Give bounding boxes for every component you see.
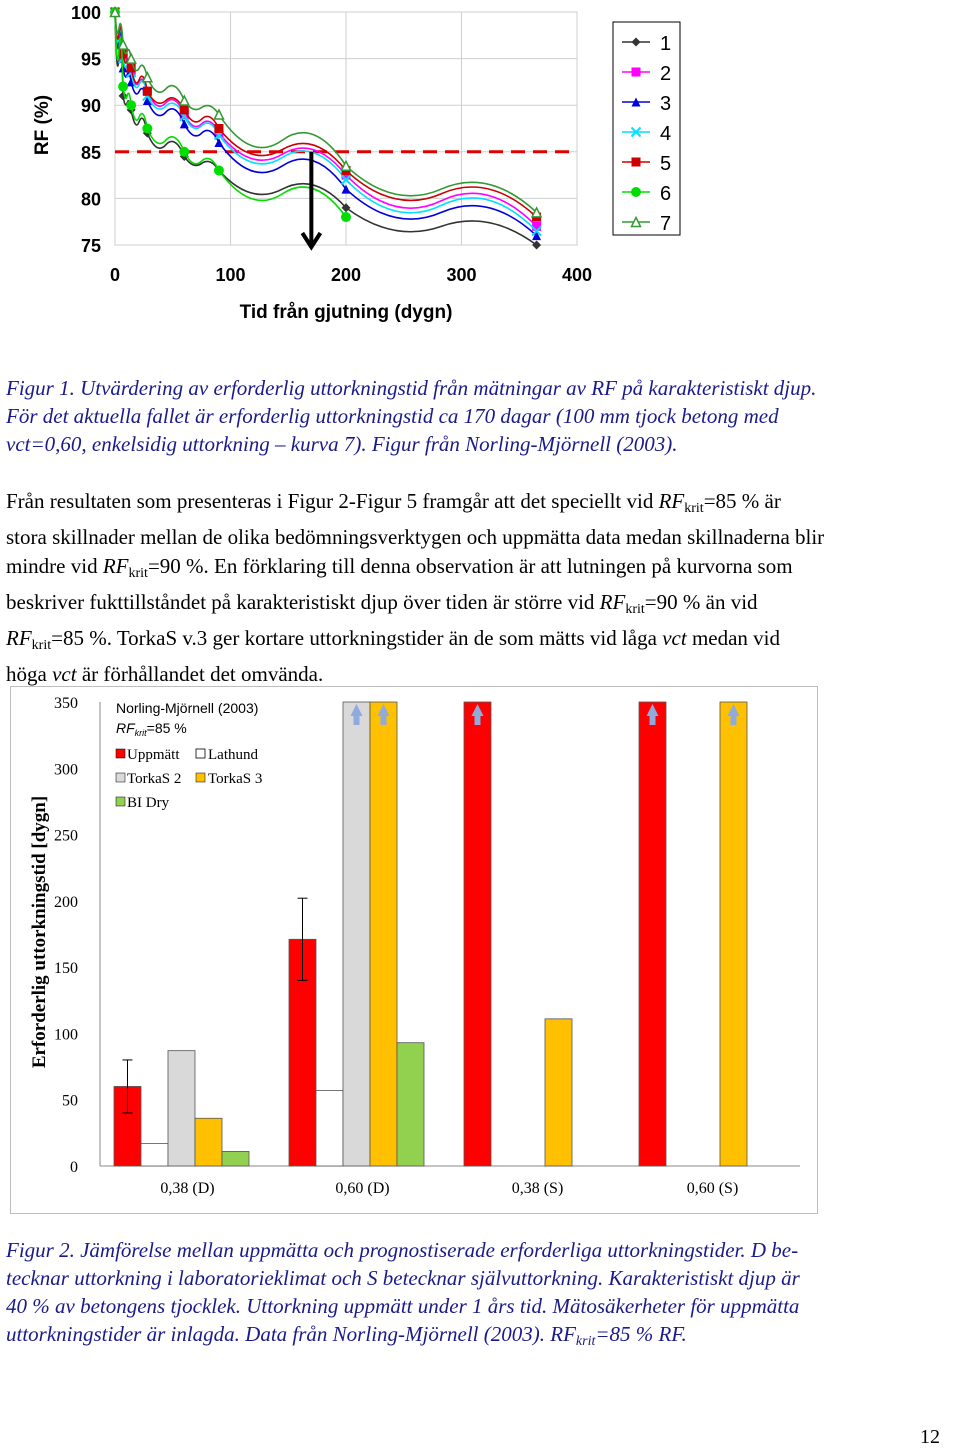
fig2-bar-bi-dry <box>222 1151 249 1166</box>
paragraph-line-4: beskriver fukttillståndet på karakteristiskt djup över tiden är större vid $RF_{krit}=90$ % än vid <box>6 589 758 617</box>
page-number: 12 <box>920 1426 940 1448</box>
fig2-y-ticks <box>54 695 78 1176</box>
fig1-legend-label: 2 <box>660 63 672 85</box>
fig1-x-tick-label: 0 <box>109 265 121 285</box>
fig2-x-tick-label: 0,60 (S) <box>686 1180 739 1197</box>
fig2-y-tick-label: 250 <box>54 827 78 845</box>
fig1-point <box>214 124 223 133</box>
fig1-x-axis-label: Tid från gjutning (dygn) <box>239 302 453 323</box>
fig1-legend-label: 3 <box>660 93 672 115</box>
fig2-overflow-arrow-stem <box>650 715 656 725</box>
legend-torkas3: TorkaS 3 <box>208 771 263 787</box>
fig1-point <box>142 124 152 134</box>
legend-torkas2: TorkaS 2 <box>127 771 182 787</box>
paragraph-line-3: mindre vid $RF_{krit}=90$ %. En förklaring till denna observation är att lutningen på kurvorna som <box>6 553 793 581</box>
fig2-y-tick-label: 100 <box>54 1026 78 1044</box>
fig1-point <box>126 100 136 110</box>
fig2-bar-lathund <box>316 1090 343 1166</box>
fig2-y-tick-label: 0 <box>70 1159 78 1176</box>
fig2-bar-torkas-3 <box>720 702 747 1166</box>
fig2-bar-uppmätt <box>464 702 491 1166</box>
fig2-legend <box>116 747 262 811</box>
figure-2-chart <box>0 680 960 1220</box>
paragraph-line-2: stora skillnader mellan de olika bedömningsverktygen och uppmätta data medan skillnaderna blir <box>6 525 825 550</box>
fig2-title-line-1: Norling-Mjörnell (2003) <box>116 700 259 716</box>
fig2-y-tick-label: 50 <box>62 1092 78 1110</box>
fig2-bar-lathund <box>141 1143 168 1166</box>
fig2-y-tick-label: 200 <box>54 893 78 911</box>
fig1-x-tick-label: 300 <box>446 265 477 285</box>
paragraph-line-5: $RF_{krit}=85$ %. TorkaS v.3 ger kortare uttorkningstider än de som mätts vid låga vct medan vid <box>6 626 780 654</box>
figure-1-caption <box>6 374 956 458</box>
fig2-bar-torkas-3 <box>370 702 397 1166</box>
fig1-y-tick-label: 100 <box>70 3 101 23</box>
fig1-legend-label: 1 <box>660 33 672 55</box>
fig1-x-tick-label: 100 <box>215 265 246 285</box>
fig1-point <box>631 187 641 197</box>
fig1-y-tick-label: 85 <box>80 142 101 163</box>
fig1-point <box>180 105 189 114</box>
fig1-y-tick-label: 95 <box>80 49 101 70</box>
fig2-caption-line-4: uttorkningstider är inlagda. Data från Norling-Mjörnell (2003). $RF_{krit}=85$ % RF. <box>6 1322 687 1349</box>
fig1-point <box>341 212 351 222</box>
fig1-y-tick-label: 75 <box>80 236 101 256</box>
fig1-caption-line-1: Figur 1. Utvärdering av erforderlig uttorkningstid från mätningar av RF på karakteristiskt djup. <box>6 376 817 400</box>
fig2-overflow-arrow-stem <box>381 715 387 725</box>
fig1-point <box>214 165 224 175</box>
fig1-x-tick-label: 200 <box>330 265 362 285</box>
fig1-x-tick-label: 400 <box>561 265 593 285</box>
fig2-title-line-2: $RF_{krit}=85$ % <box>116 720 187 738</box>
fig2-bar-torkas-2 <box>343 702 370 1166</box>
fig2-x-tick-label: 0,60 (D) <box>335 1180 390 1197</box>
fig2-x-tick-label: 0,38 (S) <box>511 1180 564 1197</box>
fig2-bar-torkas-2 <box>168 1051 195 1166</box>
fig2-bar-torkas-3 <box>545 1019 572 1166</box>
paragraph-line-6: höga vct är förhållandet det omvända. <box>6 662 324 687</box>
fig1-point <box>143 87 152 96</box>
legend-bidry: BI Dry <box>127 795 170 811</box>
body-paragraph <box>6 487 956 689</box>
fig1-caption-line-2: För det aktuella fallet är erforderlig uttorkningstid ca 170 dagar (100 mm tjock betong med <box>6 404 779 428</box>
fig1-legend-label: 7 <box>660 213 672 235</box>
fig2-overflow-arrow-stem <box>475 715 481 725</box>
legend-uppmatt: Uppmätt <box>127 747 180 763</box>
paragraph-line-1: Från resultaten som presenteras i Figur 2-Figur 5 framgår att det speciellt vid $RF_{krit}=85$ % är <box>6 489 781 516</box>
fig2-x-ticks <box>160 1180 738 1197</box>
figure-1-chart <box>0 0 960 340</box>
fig2-caption-line-1: Figur 2. Jämförelse mellan uppmätta och prognostiserade erforderliga uttorkningstider. D be- <box>6 1238 799 1262</box>
fig2-bar-torkas-3 <box>195 1118 222 1166</box>
fig1-point <box>179 147 189 157</box>
fig2-bar-uppmätt <box>639 702 666 1166</box>
figure-2-caption <box>6 1236 956 1356</box>
fig1-point <box>118 82 128 92</box>
fig2-caption-line-2: tecknar uttorkning i laboratorieklimat och S betecknar självuttorkning. Karakteristiskt djup är <box>6 1266 800 1290</box>
fig2-y-axis-label: Erforderlig uttorkningstid [dygn] <box>29 795 50 1069</box>
fig2-y-tick-label: 350 <box>54 695 78 712</box>
fig1-point <box>532 222 541 231</box>
fig1-legend <box>613 22 680 235</box>
fig2-overflow-arrow-stem <box>731 715 737 725</box>
fig1-point <box>632 68 641 77</box>
fig1-legend-label: 4 <box>660 123 672 145</box>
fig2-y-tick-label: 300 <box>54 761 78 779</box>
fig1-y-tick-label: 80 <box>80 189 101 210</box>
legend-lathund: Lathund <box>208 747 258 763</box>
fig1-caption-line-3: vct=0,60, enkelsidig uttorkning – kurva 7). Figur från Norling-Mjörnell (2003). <box>6 432 678 456</box>
fig1-y-tick-label: 90 <box>80 96 101 117</box>
fig2-x-tick-label: 0,38 (D) <box>160 1180 215 1197</box>
fig1-point <box>632 158 641 167</box>
fig1-legend-label: 6 <box>660 183 672 205</box>
fig1-y-axis-label: RF (%) <box>32 94 53 156</box>
fig2-overflow-arrow-stem <box>354 715 360 725</box>
fig2-bar-bi-dry <box>397 1043 424 1166</box>
fig1-legend-label: 5 <box>660 153 672 175</box>
fig2-y-tick-label: 150 <box>54 960 78 978</box>
fig2-caption-line-3: 40 % av betongens tjocklek. Uttorkning uppmätt under 1 års tid. Mätosäkerheter för uppmätta <box>6 1294 800 1318</box>
